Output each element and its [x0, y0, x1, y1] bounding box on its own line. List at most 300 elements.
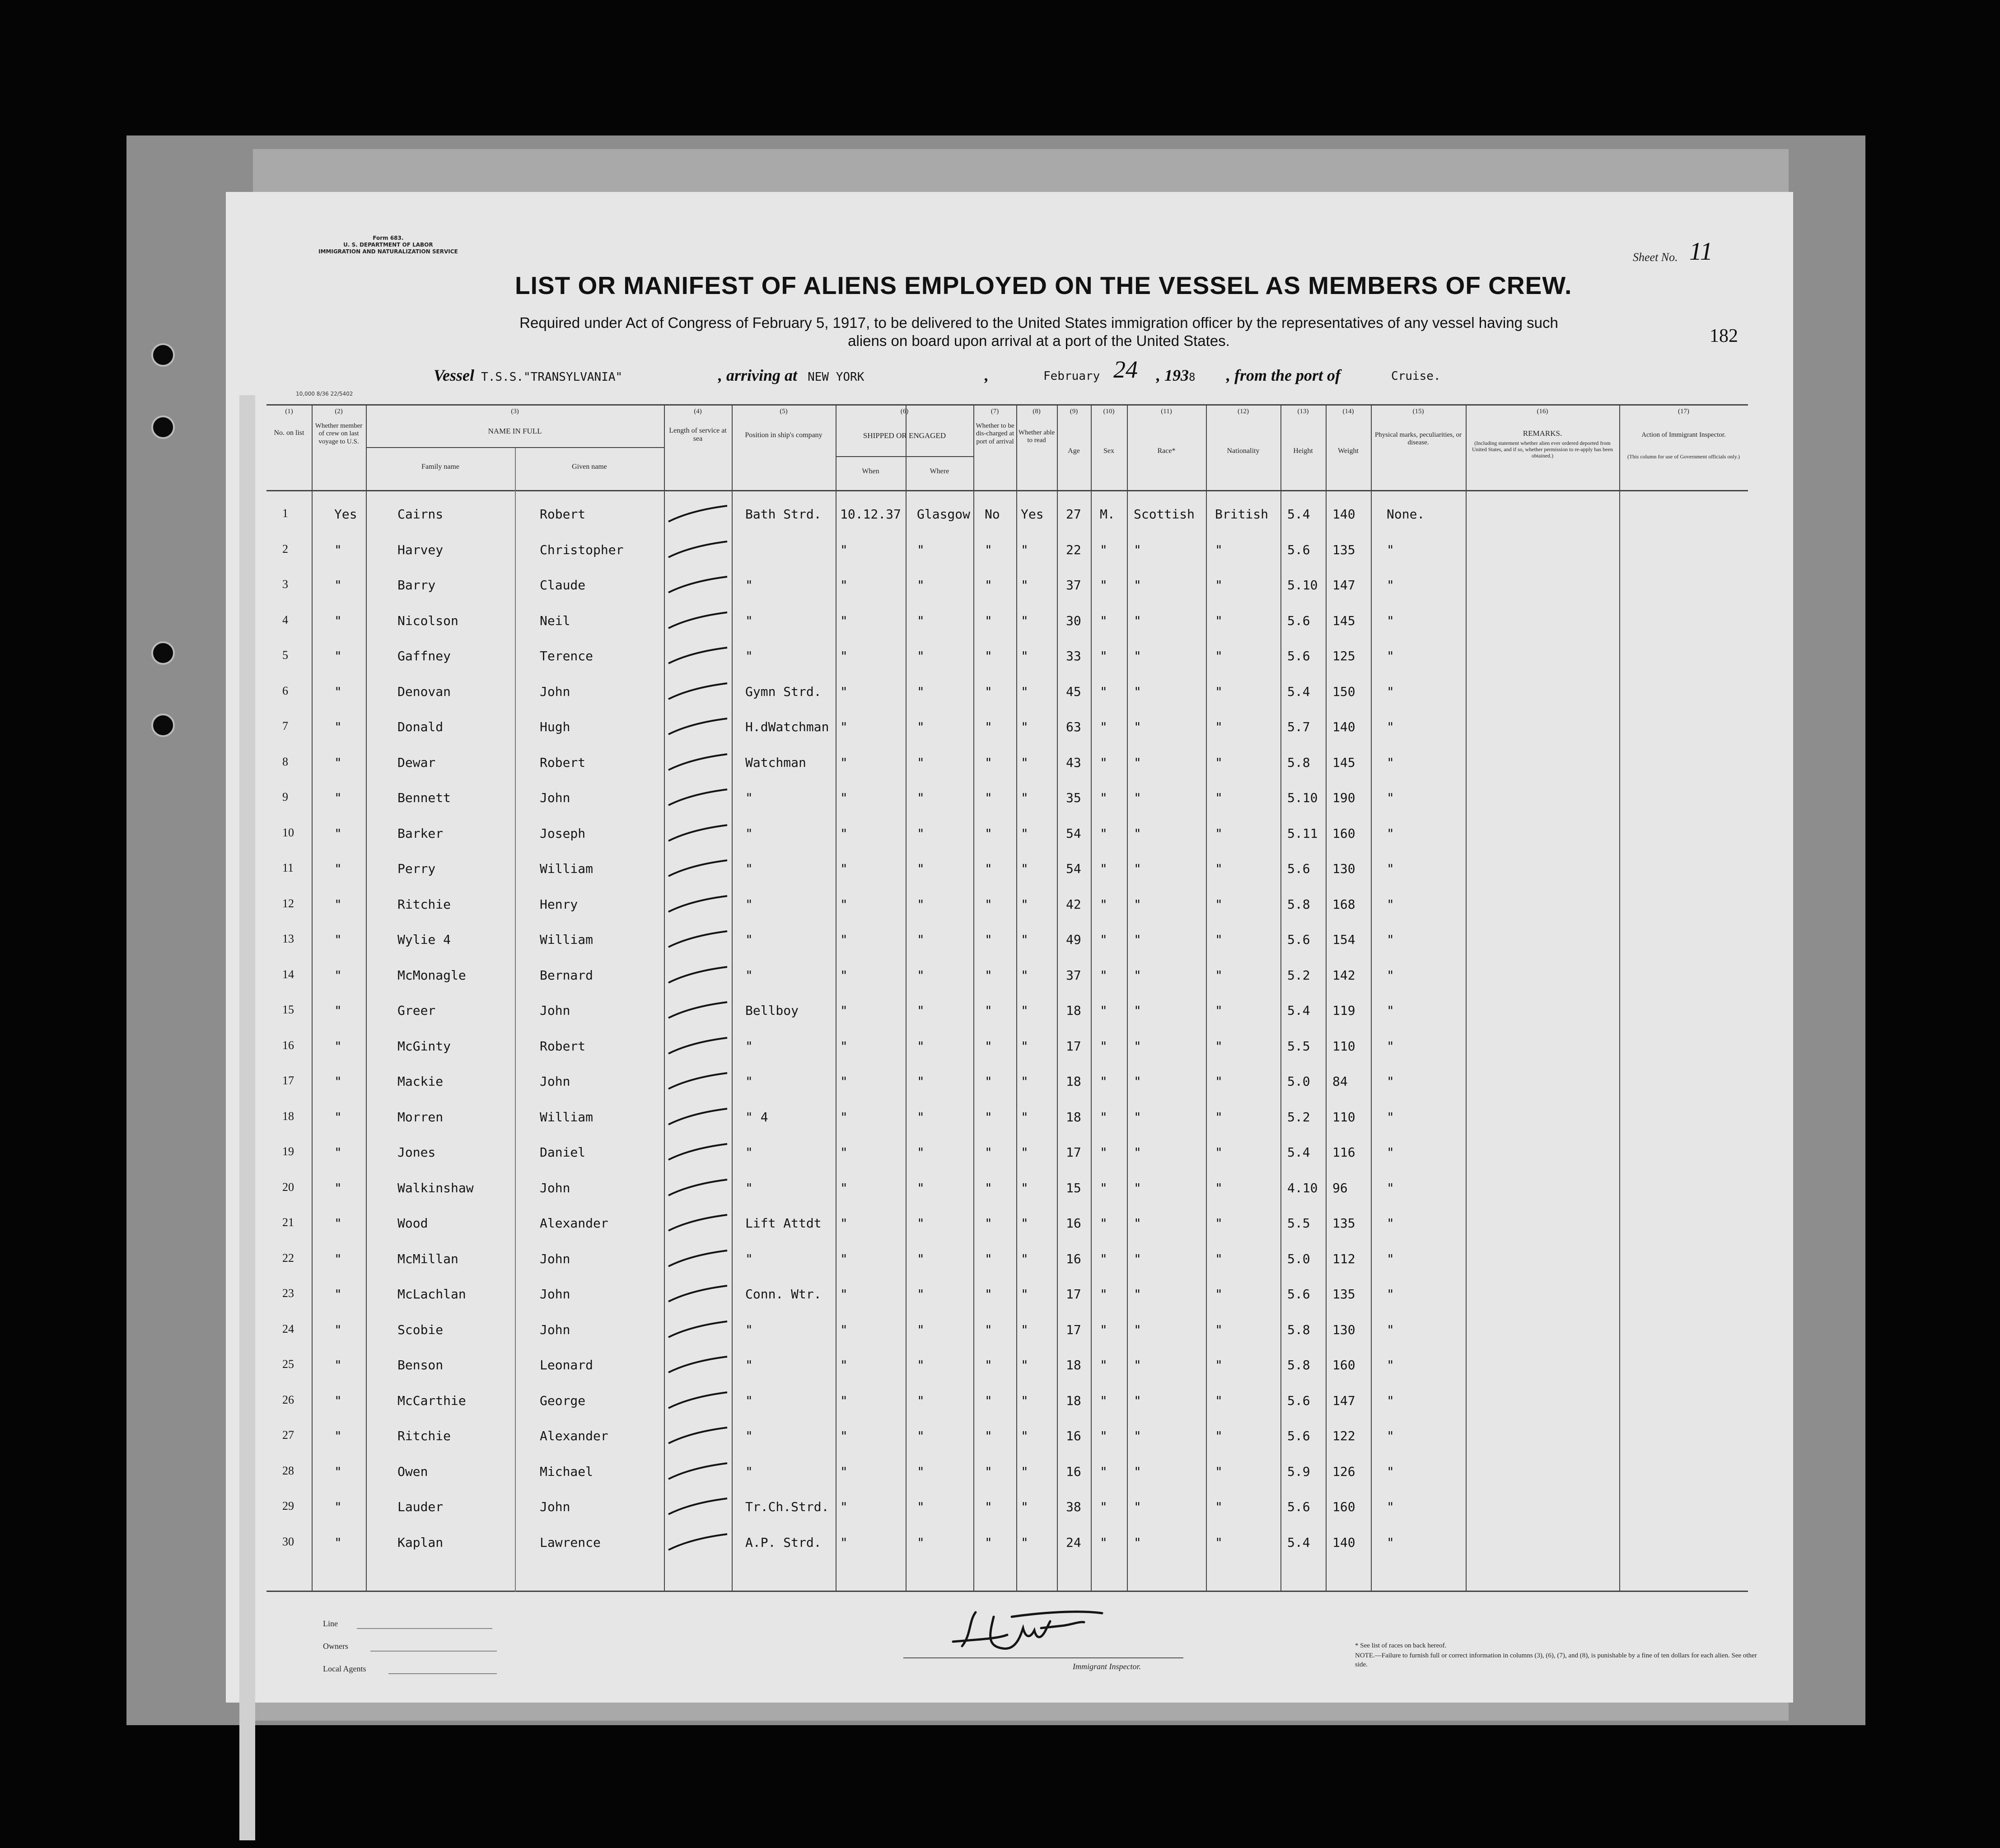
shipped-where-cell: ": [917, 1180, 925, 1195]
weight-cell: 154: [1332, 932, 1355, 947]
sex-cell: ": [1100, 861, 1107, 876]
height-cell: 5.5: [1287, 1216, 1310, 1231]
given-name-cell: John: [540, 1322, 570, 1337]
discharged-cell: ": [985, 1038, 992, 1054]
race-cell: ": [1134, 1145, 1141, 1160]
weight-cell: 145: [1332, 613, 1355, 628]
service-length-stroke: [659, 1137, 732, 1164]
nationality-cell: ": [1215, 1145, 1223, 1160]
shipped-when-cell: 10.12.37: [840, 507, 901, 522]
shipped-where-cell: ": [917, 1464, 925, 1479]
crew-last-voyage-cell: ": [334, 932, 342, 947]
shipped-when-cell: ": [840, 719, 848, 734]
line-underline: [357, 1628, 492, 1629]
list-number-cell: 6: [282, 684, 288, 697]
service-length-stroke: [659, 854, 732, 881]
weight-cell: 135: [1332, 542, 1355, 557]
shipped-when-cell: ": [840, 861, 848, 876]
service-length-stroke: [659, 1208, 732, 1235]
shipped-when-cell: ": [840, 1038, 848, 1054]
discharged-cell: ": [985, 1322, 992, 1337]
table-row: [266, 1312, 1748, 1348]
height-cell: 5.6: [1287, 649, 1310, 663]
race-cell: ": [1134, 826, 1141, 841]
weight-cell: 160: [1332, 826, 1355, 841]
shipped-when-cell: ": [840, 1287, 848, 1302]
column-number: (6): [900, 408, 909, 415]
nationality-cell: British: [1215, 507, 1269, 522]
shipped-when-cell: ": [840, 649, 848, 663]
sex-cell: ": [1100, 578, 1107, 593]
list-number-cell: 24: [282, 1322, 294, 1335]
nationality-cell: ": [1215, 1074, 1223, 1089]
able-to-read-cell: ": [1021, 578, 1028, 593]
list-number-cell: 25: [282, 1358, 294, 1371]
physical-marks-cell: ": [1387, 1358, 1394, 1372]
shipped-where-cell: ": [917, 1322, 925, 1337]
family-name-cell: Cairns: [397, 507, 444, 522]
race-cell: ": [1134, 967, 1141, 983]
table-row: [266, 1277, 1748, 1312]
sex-cell: ": [1100, 1251, 1107, 1266]
weight-cell: 112: [1332, 1251, 1355, 1266]
able-to-read-cell: ": [1021, 1499, 1028, 1514]
given-name-cell: Daniel: [540, 1145, 586, 1160]
list-number-cell: 26: [282, 1393, 294, 1406]
service-length-stroke: [659, 641, 732, 668]
able-to-read-cell: ": [1021, 1074, 1028, 1089]
discharged-cell: ": [985, 1145, 992, 1160]
weight-cell: 145: [1332, 755, 1355, 770]
physical-marks-cell: ": [1387, 1322, 1394, 1337]
given-name-cell: Alexander: [540, 1428, 608, 1443]
family-name-cell: McMillan: [397, 1251, 458, 1266]
table-row: [266, 993, 1748, 1028]
header-weight: Weight: [1338, 447, 1359, 455]
given-name-cell: Robert: [540, 755, 586, 770]
crew-last-voyage-cell: ": [334, 1180, 342, 1195]
race-cell: ": [1134, 719, 1141, 734]
nationality-cell: ": [1215, 1499, 1223, 1514]
race-cell: ": [1134, 1322, 1141, 1337]
weight-cell: 147: [1332, 1393, 1355, 1408]
physical-marks-cell: ": [1387, 755, 1394, 770]
list-number-cell: 30: [282, 1535, 294, 1548]
age-cell: 54: [1066, 826, 1081, 841]
family-name-cell: Morren: [397, 1109, 444, 1125]
weight-cell: 110: [1332, 1038, 1355, 1054]
shipped-where-cell: ": [917, 1003, 925, 1018]
department-name: U. S. DEPARTMENT OF LABOR: [343, 242, 433, 248]
column-number: (5): [780, 408, 788, 415]
crew-last-voyage-cell: ": [334, 755, 342, 770]
able-to-read-cell: ": [1021, 755, 1028, 770]
shipped-when-cell: ": [840, 1216, 848, 1231]
sex-cell: ": [1100, 1180, 1107, 1195]
physical-marks-cell: None.: [1387, 507, 1425, 522]
shipped-where-cell: ": [917, 578, 925, 593]
discharged-cell: ": [985, 755, 992, 770]
race-cell: ": [1134, 1003, 1141, 1018]
crew-last-voyage-cell: ": [334, 967, 342, 983]
able-to-read-cell: ": [1021, 1393, 1028, 1408]
column-number: (2): [335, 408, 343, 415]
given-name-cell: William: [540, 861, 593, 876]
punch-hole: [151, 415, 175, 439]
nationality-cell: ": [1215, 861, 1223, 876]
service-length-stroke: [659, 1244, 732, 1271]
crew-last-voyage-cell: ": [334, 1003, 342, 1018]
physical-marks-cell: ": [1387, 1535, 1394, 1550]
age-cell: 17: [1066, 1145, 1081, 1160]
position-cell: Conn. Wtr.: [745, 1287, 822, 1302]
family-name-cell: Wood: [397, 1216, 428, 1231]
sex-cell: ": [1100, 1535, 1107, 1550]
table-row: [266, 1029, 1748, 1064]
vessel-name: T.S.S."TRANSYLVANIA": [481, 370, 623, 384]
nationality-cell: ": [1215, 1109, 1223, 1125]
discharged-cell: ": [985, 932, 992, 947]
position-cell: Gymn Strd.: [745, 684, 822, 699]
family-name-cell: Wylie 4: [397, 932, 451, 947]
height-cell: 5.6: [1287, 1428, 1310, 1443]
discharged-cell: ": [985, 1003, 992, 1018]
agents-label: Local Agents: [323, 1664, 366, 1673]
crew-last-voyage-cell: ": [334, 649, 342, 663]
position-cell: ": [745, 1074, 753, 1089]
sex-cell: ": [1100, 1393, 1107, 1408]
age-cell: 37: [1066, 578, 1081, 593]
owners-underline: [370, 1651, 497, 1652]
header-discharged: Whether to be dis-charged at port of arrival: [976, 422, 1014, 445]
family-name-cell: Denovan: [397, 684, 451, 699]
discharged-cell: ": [985, 967, 992, 983]
service-length-stroke: [659, 783, 732, 810]
table-row: [266, 745, 1748, 780]
weight-cell: 150: [1332, 684, 1355, 699]
height-cell: 5.8: [1287, 896, 1310, 912]
shipped-when-cell: ": [840, 1464, 848, 1479]
position-cell: ": [745, 613, 753, 628]
age-cell: 54: [1066, 861, 1081, 876]
table-row: [266, 1100, 1748, 1135]
given-name-cell: John: [540, 1499, 570, 1514]
service-length-stroke: [659, 1173, 732, 1200]
race-cell: ": [1134, 790, 1141, 805]
form-id-block: [318, 235, 458, 255]
nationality-cell: ": [1215, 790, 1223, 805]
height-cell: 5.6: [1287, 861, 1310, 876]
service-length-stroke: [659, 677, 732, 704]
sex-cell: ": [1100, 1145, 1107, 1160]
weight-cell: 125: [1332, 649, 1355, 663]
service-length-stroke: [659, 924, 732, 952]
weight-cell: 126: [1332, 1464, 1355, 1479]
service-length-stroke: [659, 1386, 732, 1413]
age-cell: 15: [1066, 1180, 1081, 1195]
column-number: (12): [1238, 408, 1249, 415]
list-number-cell: 19: [282, 1145, 294, 1158]
page-subtitle: [420, 314, 1658, 350]
arriving-port: NEW YORK: [808, 370, 864, 384]
race-cell: ": [1134, 684, 1141, 699]
given-name-cell: Robert: [540, 1038, 586, 1054]
able-to-read-cell: ": [1021, 542, 1028, 557]
discharged-cell: ": [985, 613, 992, 628]
header-where: Where: [930, 467, 949, 475]
given-name-cell: William: [540, 932, 593, 947]
race-cell: ": [1134, 1287, 1141, 1302]
able-to-read-cell: ": [1021, 1428, 1028, 1443]
family-name-cell: Ritchie: [397, 1428, 451, 1443]
family-name-cell: Bennett: [397, 790, 451, 805]
discharged-cell: ": [985, 1499, 992, 1514]
date-comma: ,: [985, 366, 989, 384]
form-number: Form 683.: [373, 235, 404, 241]
shipped-where-cell: ": [917, 1145, 925, 1160]
given-name-cell: William: [540, 1109, 593, 1125]
vessel-line: [434, 366, 622, 385]
column-number: (15): [1412, 408, 1424, 415]
physical-marks-cell: ": [1387, 578, 1394, 593]
given-name-cell: Henry: [540, 896, 578, 912]
weight-cell: 130: [1332, 1322, 1355, 1337]
position-cell: A.P. Strd.: [745, 1535, 822, 1550]
height-cell: 5.4: [1287, 507, 1310, 522]
given-name-cell: John: [540, 1003, 570, 1018]
crew-last-voyage-cell: ": [334, 861, 342, 876]
age-cell: 22: [1066, 542, 1081, 557]
height-cell: 5.4: [1287, 1145, 1310, 1160]
shipped-when-cell: ": [840, 1145, 848, 1160]
position-cell: ": [745, 1251, 753, 1266]
column-number: (7): [991, 408, 999, 415]
list-number-cell: 17: [282, 1074, 294, 1087]
service-length-stroke: [659, 1315, 732, 1342]
age-cell: 38: [1066, 1499, 1081, 1514]
race-cell: ": [1134, 578, 1141, 593]
weight-cell: 160: [1332, 1358, 1355, 1372]
family-name-cell: Kaplan: [397, 1535, 444, 1550]
header-remarks: REMARKS.: [1523, 429, 1562, 438]
sex-cell: ": [1100, 790, 1107, 805]
physical-marks-cell: ": [1387, 542, 1394, 557]
height-cell: 4.10: [1287, 1180, 1318, 1195]
header-crew-last-voyage: Whether member of crew on last voyage to U.S.: [315, 422, 363, 445]
sex-cell: ": [1100, 826, 1107, 841]
age-cell: 33: [1066, 649, 1081, 663]
header-bottom-border: [266, 490, 1748, 491]
physical-marks-cell: ": [1387, 1180, 1394, 1195]
able-to-read-cell: ": [1021, 613, 1028, 628]
position-cell: Tr.Ch.Strd.: [745, 1499, 829, 1514]
position-cell: ": [745, 649, 753, 663]
shipped-subheader-line: [836, 456, 973, 457]
family-name-cell: McCarthie: [397, 1393, 466, 1408]
shipped-when-cell: ": [840, 967, 848, 983]
header-name-in-full: NAME IN FULL: [488, 427, 542, 435]
discharged-cell: ": [985, 1464, 992, 1479]
race-cell: ": [1134, 1109, 1141, 1125]
table-row: [266, 1489, 1748, 1525]
race-cell: ": [1134, 755, 1141, 770]
header-race: Race*: [1157, 447, 1176, 455]
given-name-cell: Lawrence: [540, 1535, 601, 1550]
age-cell: 24: [1066, 1535, 1081, 1550]
race-cell: ": [1134, 613, 1141, 628]
discharged-cell: ": [985, 578, 992, 593]
discharged-cell: No: [985, 507, 1000, 522]
weight-cell: 135: [1332, 1216, 1355, 1231]
inspector-underline: [903, 1657, 1183, 1658]
position-cell: ": [745, 1393, 753, 1408]
height-cell: 5.8: [1287, 1358, 1310, 1372]
discharged-cell: ": [985, 684, 992, 699]
physical-marks-cell: ": [1387, 1464, 1394, 1479]
height-cell: 5.0: [1287, 1251, 1310, 1266]
height-cell: 5.4: [1287, 1003, 1310, 1018]
age-cell: 17: [1066, 1038, 1081, 1054]
able-to-read-cell: Yes: [1021, 507, 1044, 522]
column-number: (14): [1342, 408, 1354, 415]
column-number: (17): [1678, 408, 1689, 415]
list-number-cell: 10: [282, 826, 294, 839]
age-cell: 43: [1066, 755, 1081, 770]
crew-last-voyage-cell: ": [334, 1535, 342, 1550]
race-cell: Scottish: [1134, 507, 1195, 522]
punch-hole: [151, 641, 175, 665]
crew-last-voyage-cell: ": [334, 613, 342, 628]
family-name-cell: Barker: [397, 826, 444, 841]
age-cell: 16: [1066, 1251, 1081, 1266]
table-row: [266, 780, 1748, 816]
race-cell: ": [1134, 1358, 1141, 1372]
position-cell: H.dWatchman: [745, 719, 829, 734]
discharged-cell: ": [985, 861, 992, 876]
shipped-where-cell: ": [917, 613, 925, 628]
height-cell: 5.6: [1287, 1499, 1310, 1514]
table-row: [266, 1454, 1748, 1489]
nationality-cell: ": [1215, 967, 1223, 983]
races-note: * See list of races on back hereof.: [1355, 1642, 1447, 1649]
failure-note: NOTE.—Failure to furnish full or correct information in columns (3), (6), (7), and (8), is punishable by a fine of ten dollars for each alien. See other side.: [1355, 1652, 1757, 1668]
header-given-name: Given name: [572, 463, 607, 471]
list-number-cell: 9: [282, 790, 288, 803]
page-title: LIST OR MANIFEST OF ALIENS EMPLOYED ON THE VESSEL AS MEMBERS OF CREW.: [515, 271, 1572, 299]
given-name-cell: John: [540, 1251, 570, 1266]
sex-cell: ": [1100, 1499, 1107, 1514]
age-cell: 27: [1066, 507, 1081, 522]
shipped-where-cell: ": [917, 932, 925, 947]
position-cell: ": [745, 1180, 753, 1195]
weight-cell: 119: [1332, 1003, 1355, 1018]
shipped-when-cell: ": [840, 613, 848, 628]
crew-last-voyage-cell: ": [334, 896, 342, 912]
height-cell: 5.4: [1287, 1535, 1310, 1550]
discharged-cell: ": [985, 790, 992, 805]
shipped-when-cell: ": [840, 1251, 848, 1266]
able-to-read-cell: ": [1021, 649, 1028, 663]
table-row: [266, 922, 1748, 957]
discharged-cell: ": [985, 719, 992, 734]
age-cell: 42: [1066, 896, 1081, 912]
family-name-cell: McMonagle: [397, 967, 466, 983]
nationality-cell: ": [1215, 719, 1223, 734]
list-number-cell: 29: [282, 1499, 294, 1512]
age-cell: 49: [1066, 932, 1081, 947]
able-to-read-cell: ": [1021, 826, 1028, 841]
discharged-cell: ": [985, 896, 992, 912]
family-name-cell: Jones: [397, 1145, 436, 1160]
age-cell: 18: [1066, 1393, 1081, 1408]
sex-cell: ": [1100, 1109, 1107, 1125]
crew-last-voyage-cell: ": [334, 1074, 342, 1089]
race-cell: ": [1134, 1038, 1141, 1054]
shipped-where-cell: ": [917, 1535, 925, 1550]
table-row: [266, 1064, 1748, 1099]
crew-last-voyage-cell: ": [334, 578, 342, 593]
shipped-when-cell: ": [840, 826, 848, 841]
position-cell: ": [745, 861, 753, 876]
given-name-cell: Hugh: [540, 719, 570, 734]
weight-cell: 140: [1332, 719, 1355, 734]
header-sex: Sex: [1103, 447, 1114, 455]
list-number-cell: 7: [282, 719, 288, 733]
inspector-signature: [944, 1603, 1134, 1662]
list-number-cell: 3: [282, 578, 288, 591]
race-cell: ": [1134, 1499, 1141, 1514]
race-cell: ": [1134, 861, 1141, 876]
crew-last-voyage-cell: ": [334, 1145, 342, 1160]
height-cell: 5.8: [1287, 755, 1310, 770]
sheet-label: Sheet No.: [1633, 251, 1678, 264]
shipped-where-cell: ": [917, 719, 925, 734]
sex-cell: ": [1100, 649, 1107, 663]
weight-cell: 130: [1332, 861, 1355, 876]
nationality-cell: ": [1215, 1322, 1223, 1337]
crew-manifest-table: [266, 404, 1748, 1592]
header-action-note: (This column for use of Government officials only.): [1627, 453, 1740, 460]
shipped-where-cell: ": [917, 1074, 925, 1089]
given-name-cell: John: [540, 1180, 570, 1195]
able-to-read-cell: ": [1021, 1287, 1028, 1302]
discharged-cell: ": [985, 1180, 992, 1195]
table-row: [266, 958, 1748, 993]
shipped-where-cell: ": [917, 755, 925, 770]
family-name-cell: Barry: [397, 578, 436, 593]
nationality-cell: ": [1215, 1180, 1223, 1195]
age-cell: 16: [1066, 1216, 1081, 1231]
weight-cell: 116: [1332, 1145, 1355, 1160]
given-name-cell: John: [540, 1074, 570, 1089]
discharged-cell: ": [985, 649, 992, 663]
crew-last-voyage-cell: ": [334, 1393, 342, 1408]
age-cell: 16: [1066, 1428, 1081, 1443]
nationality-cell: ": [1215, 896, 1223, 912]
shipped-when-cell: ": [840, 1535, 848, 1550]
list-number-cell: 2: [282, 542, 288, 555]
punch-hole: [151, 343, 175, 367]
binding-strip: [239, 395, 255, 1840]
list-number-cell: 27: [282, 1428, 294, 1442]
shipped-when-cell: ": [840, 1499, 848, 1514]
given-name-cell: John: [540, 684, 570, 699]
age-cell: 18: [1066, 1003, 1081, 1018]
weight-cell: 140: [1332, 507, 1355, 522]
shipped-when-cell: ": [840, 1322, 848, 1337]
able-to-read-cell: ": [1021, 790, 1028, 805]
table-row: [266, 1135, 1748, 1170]
